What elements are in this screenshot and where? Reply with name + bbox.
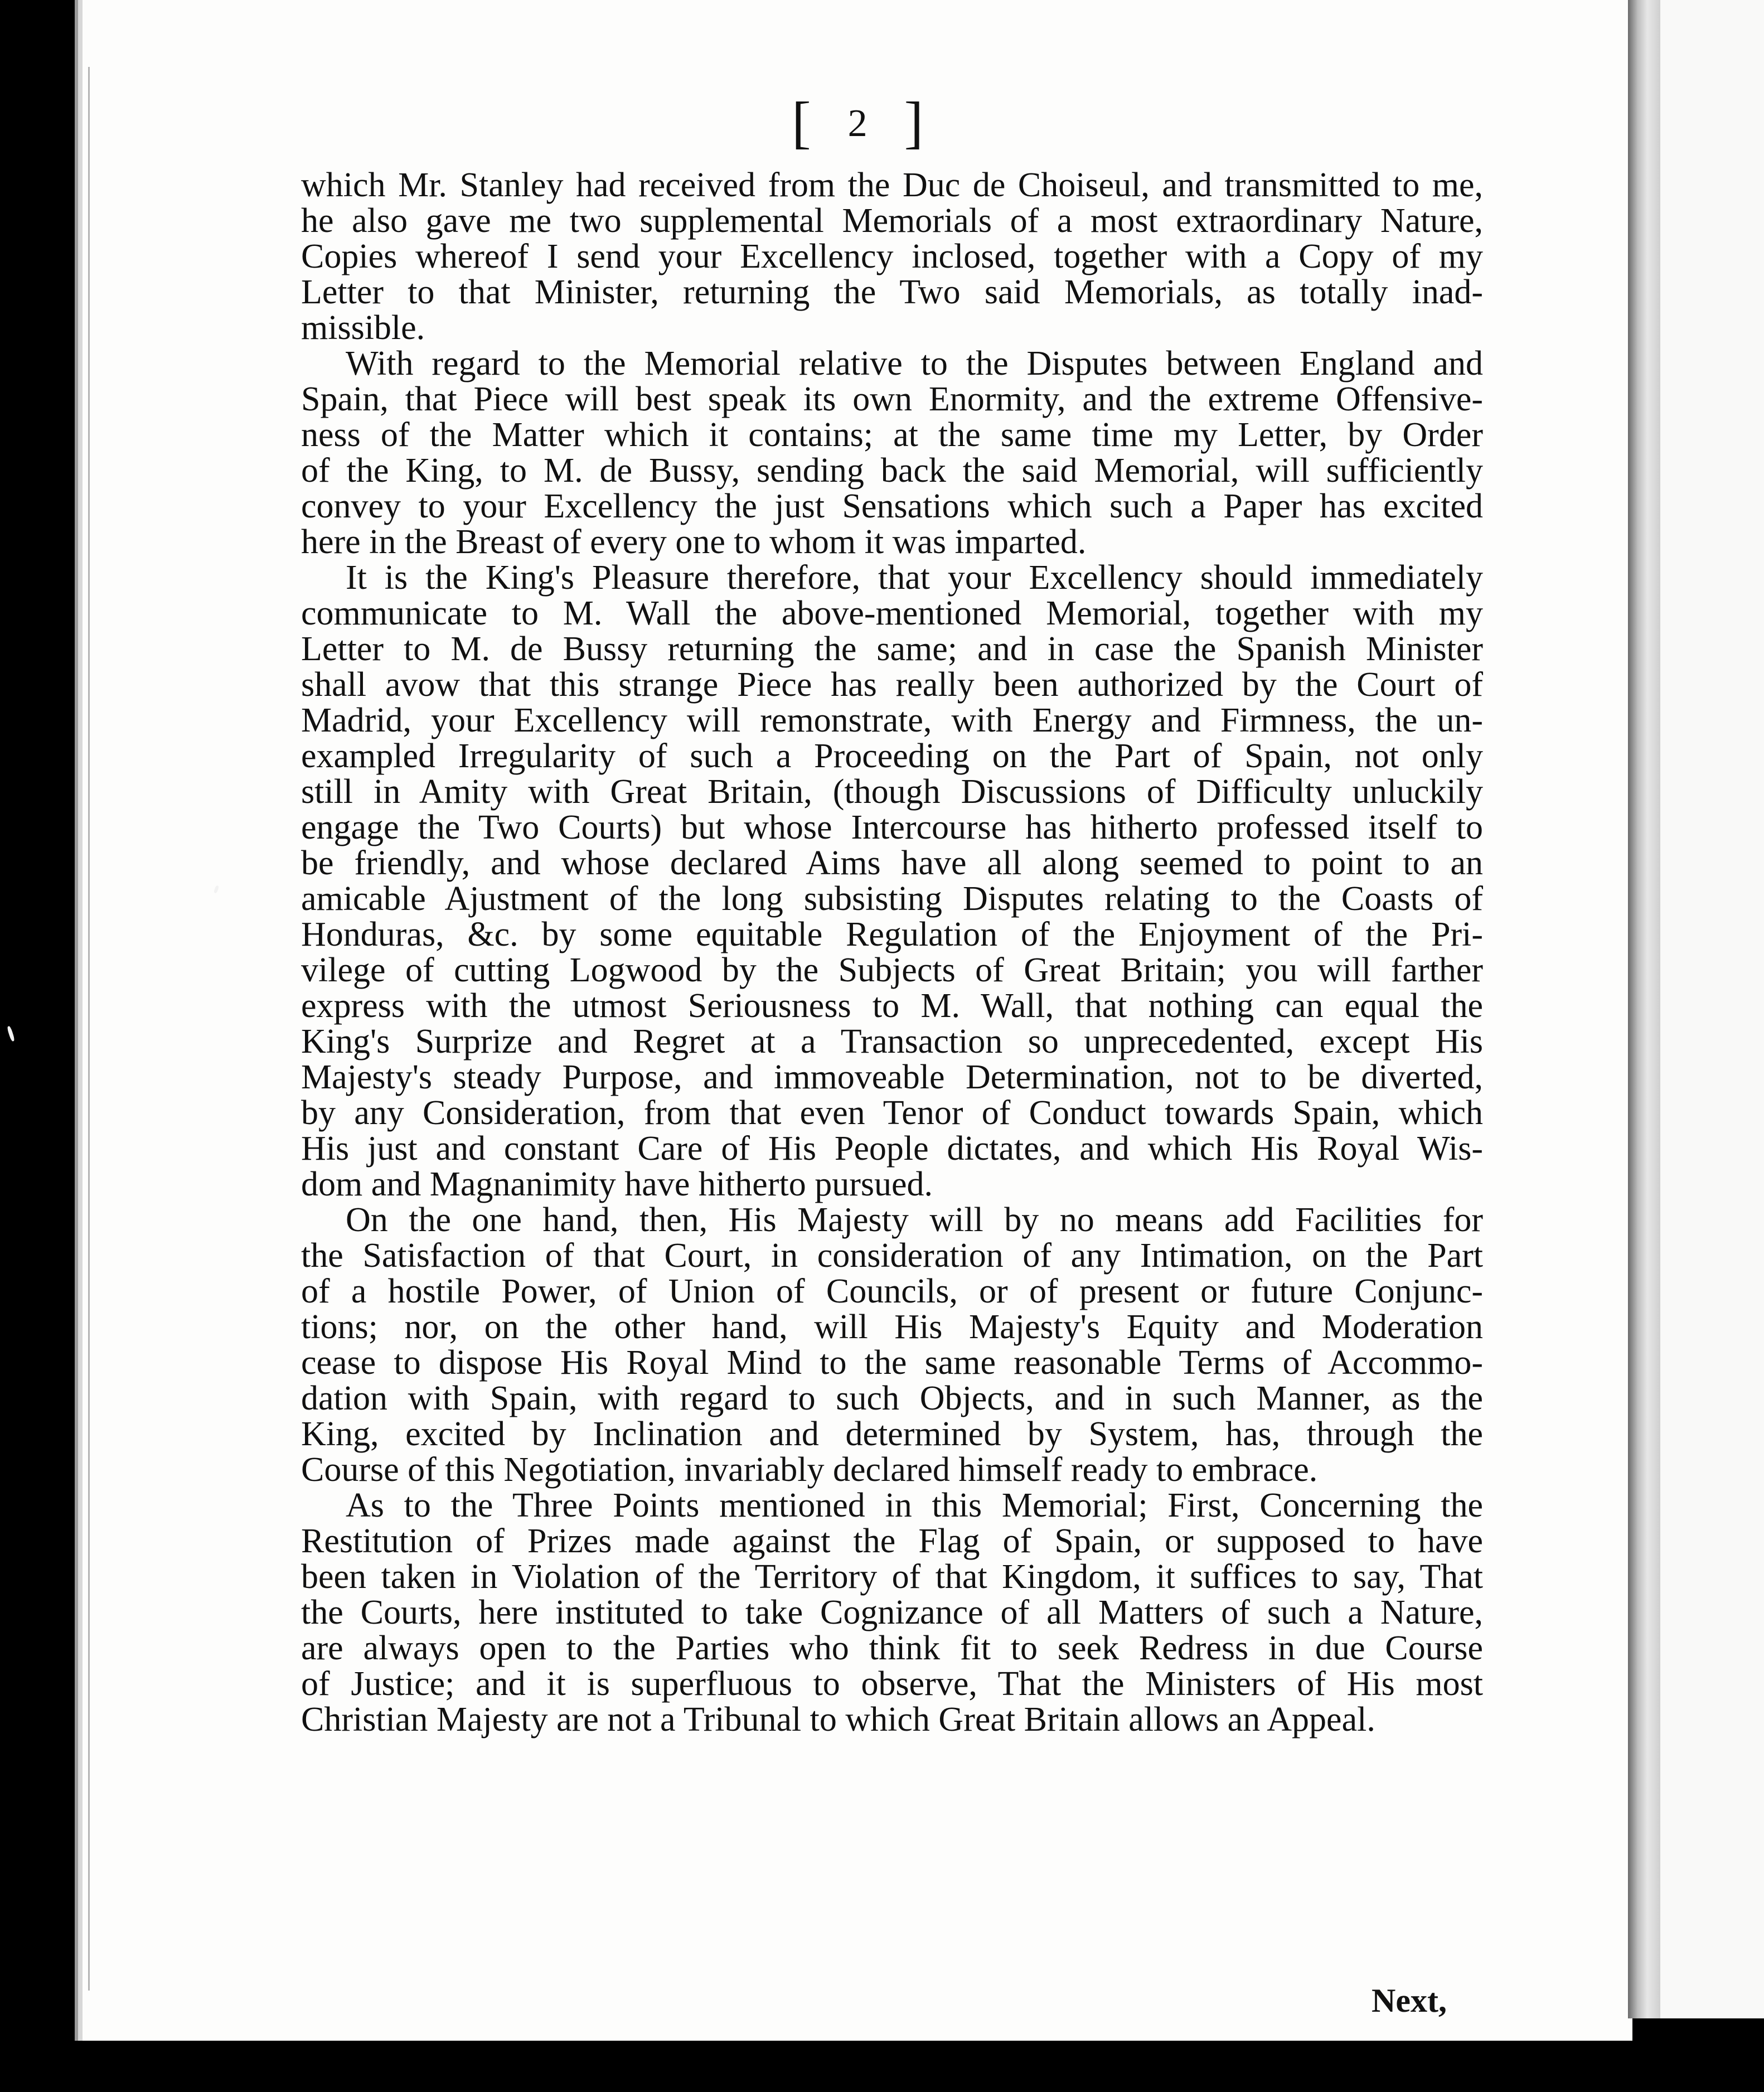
text-line: It is the King's Pleasure therefore, that your Excellency should immediately bbox=[346, 559, 1483, 597]
text-line: engage the Two Courts) but whose Intercourse has hitherto professed itself to bbox=[301, 808, 1483, 846]
text-line: express with the utmost Seriousness to M. Wall, that nothing can equal the bbox=[301, 987, 1483, 1025]
text-line: Spain, that Piece will best speak its own Enormity, and the extreme Offensive- bbox=[301, 380, 1483, 418]
text-line: communicate to M. Wall the above-mentioned Memorial, together with my bbox=[301, 594, 1483, 632]
text-line: convey to your Excellency the just Sensations which such a Paper has excited bbox=[301, 487, 1483, 525]
text-line: missible. bbox=[301, 309, 425, 347]
text-line: Christian Majesty are not a Tribunal to which Great Britain allows an Appeal. bbox=[301, 1701, 1375, 1739]
margin-mark bbox=[7, 1026, 15, 1042]
page-number: 2 bbox=[847, 102, 871, 145]
text-line: by any Consideration, from that even Tenor of Conduct towards Spain, which bbox=[301, 1094, 1483, 1132]
text-line: As to the Three Points mentioned in this Memorial; First, Concerning the bbox=[346, 1486, 1483, 1524]
text-line: vilege of cutting Logwood by the Subjects of Great Britain; you will farther bbox=[301, 951, 1483, 989]
text-line: Restitution of Prizes made against the Flag of Spain, or supposed to have bbox=[301, 1522, 1483, 1560]
text-line: Letter to that Minister, returning the Two said Memorials, as totally inad- bbox=[301, 273, 1483, 311]
text-line: of a hostile Power, of Union of Councils, or of present or future Conjunc- bbox=[301, 1272, 1483, 1310]
text-line: King, excited by Inclination and determined by System, has, through the bbox=[301, 1415, 1483, 1453]
text-line: dom and Magnanimity have hitherto pursued. bbox=[301, 1165, 933, 1203]
text-line: still in Amity with Great Britain, (though Discussions of Difficulty unluckily bbox=[301, 773, 1483, 811]
text-line: of the King, to M. de Bussy, sending back the said Memorial, will sufficiently bbox=[301, 452, 1483, 490]
text-line: here in the Breast of every one to whom it was imparted. bbox=[301, 523, 1087, 561]
header-open-bracket: [ bbox=[792, 90, 815, 154]
header-close-bracket: ] bbox=[904, 90, 927, 154]
text-line: be friendly, and whose declared Aims have all along seemed to point to an bbox=[301, 844, 1483, 882]
text-line: been taken in Violation of the Territory of that Kingdom, it suffices to say, That bbox=[301, 1558, 1483, 1596]
text-line: Letter to M. de Bussy returning the same; and in case the Spanish Minister bbox=[301, 630, 1483, 668]
adjacent-page bbox=[1660, 0, 1764, 2018]
text-line: Course of this Negotiation, invariably declared himself ready to embrace. bbox=[301, 1451, 1318, 1489]
text-line: On the one hand, then, His Majesty will by no means add Facilities for bbox=[346, 1201, 1483, 1239]
text-line: Copies whereof I send your Excellency inclosed, together with a Copy of my bbox=[301, 238, 1483, 275]
text-line: Madrid, your Excellency will remonstrate, with Energy and Firmness, the un- bbox=[301, 701, 1483, 739]
text-line: of Justice; and it is superfluous to observe, That the Ministers of His most bbox=[301, 1665, 1483, 1703]
text-line: the Satisfaction of that Court, in consideration of any Intimation, on the Part bbox=[301, 1237, 1483, 1275]
text-line: are always open to the Parties who think fit to seek Redress in due Course bbox=[301, 1629, 1483, 1667]
text-line: dation with Spain, with regard to such Objects, and in such Manner, as the bbox=[301, 1379, 1483, 1417]
text-line: tions; nor, on the other hand, will His Majesty's Equity and Moderation bbox=[301, 1308, 1483, 1346]
text-line: which Mr. Stanley had received from the Duc de Choiseul, and transmitted to me, bbox=[301, 166, 1483, 204]
text-line: ness of the Matter which it contains; at the same time my Letter, by Order bbox=[301, 416, 1483, 454]
text-line: cease to dispose His Royal Mind to the same reasonable Terms of Accommo- bbox=[301, 1344, 1483, 1382]
text-line: exampled Irregularity of such a Proceeding on the Part of Spain, not only bbox=[301, 737, 1483, 775]
page-fold-shadow bbox=[1628, 0, 1660, 2018]
page-edge-line bbox=[88, 67, 90, 1991]
text-line: Honduras, &c. by some equitable Regulation of the Enjoyment of the Pri- bbox=[301, 916, 1483, 953]
text-line: amicable Ajustment of the long subsisting Disputes relating to the Coasts of bbox=[301, 880, 1483, 918]
text-line: King's Surprize and Regret at a Transaction so unprecedented, except His bbox=[301, 1023, 1483, 1060]
catchword: Next, bbox=[1372, 1982, 1447, 2019]
page-header bbox=[792, 90, 927, 154]
text-line: With regard to the Memorial relative to the Disputes between England and bbox=[346, 345, 1483, 382]
text-line: His just and constant Care of His People dictates, and which His Royal Wis- bbox=[301, 1130, 1483, 1168]
text-line: he also gave me two supplemental Memorials of a most extraordinary Nature, bbox=[301, 202, 1483, 240]
text-line: the Courts, here instituted to take Cognizance of all Matters of such a Nature, bbox=[301, 1594, 1483, 1631]
body-text bbox=[301, 167, 1483, 1737]
text-line: Majesty's steady Purpose, and immoveable Determination, not to be diverted, bbox=[301, 1058, 1483, 1096]
text-line: shall avow that this strange Piece has really been authorized by the Court of bbox=[301, 666, 1483, 704]
